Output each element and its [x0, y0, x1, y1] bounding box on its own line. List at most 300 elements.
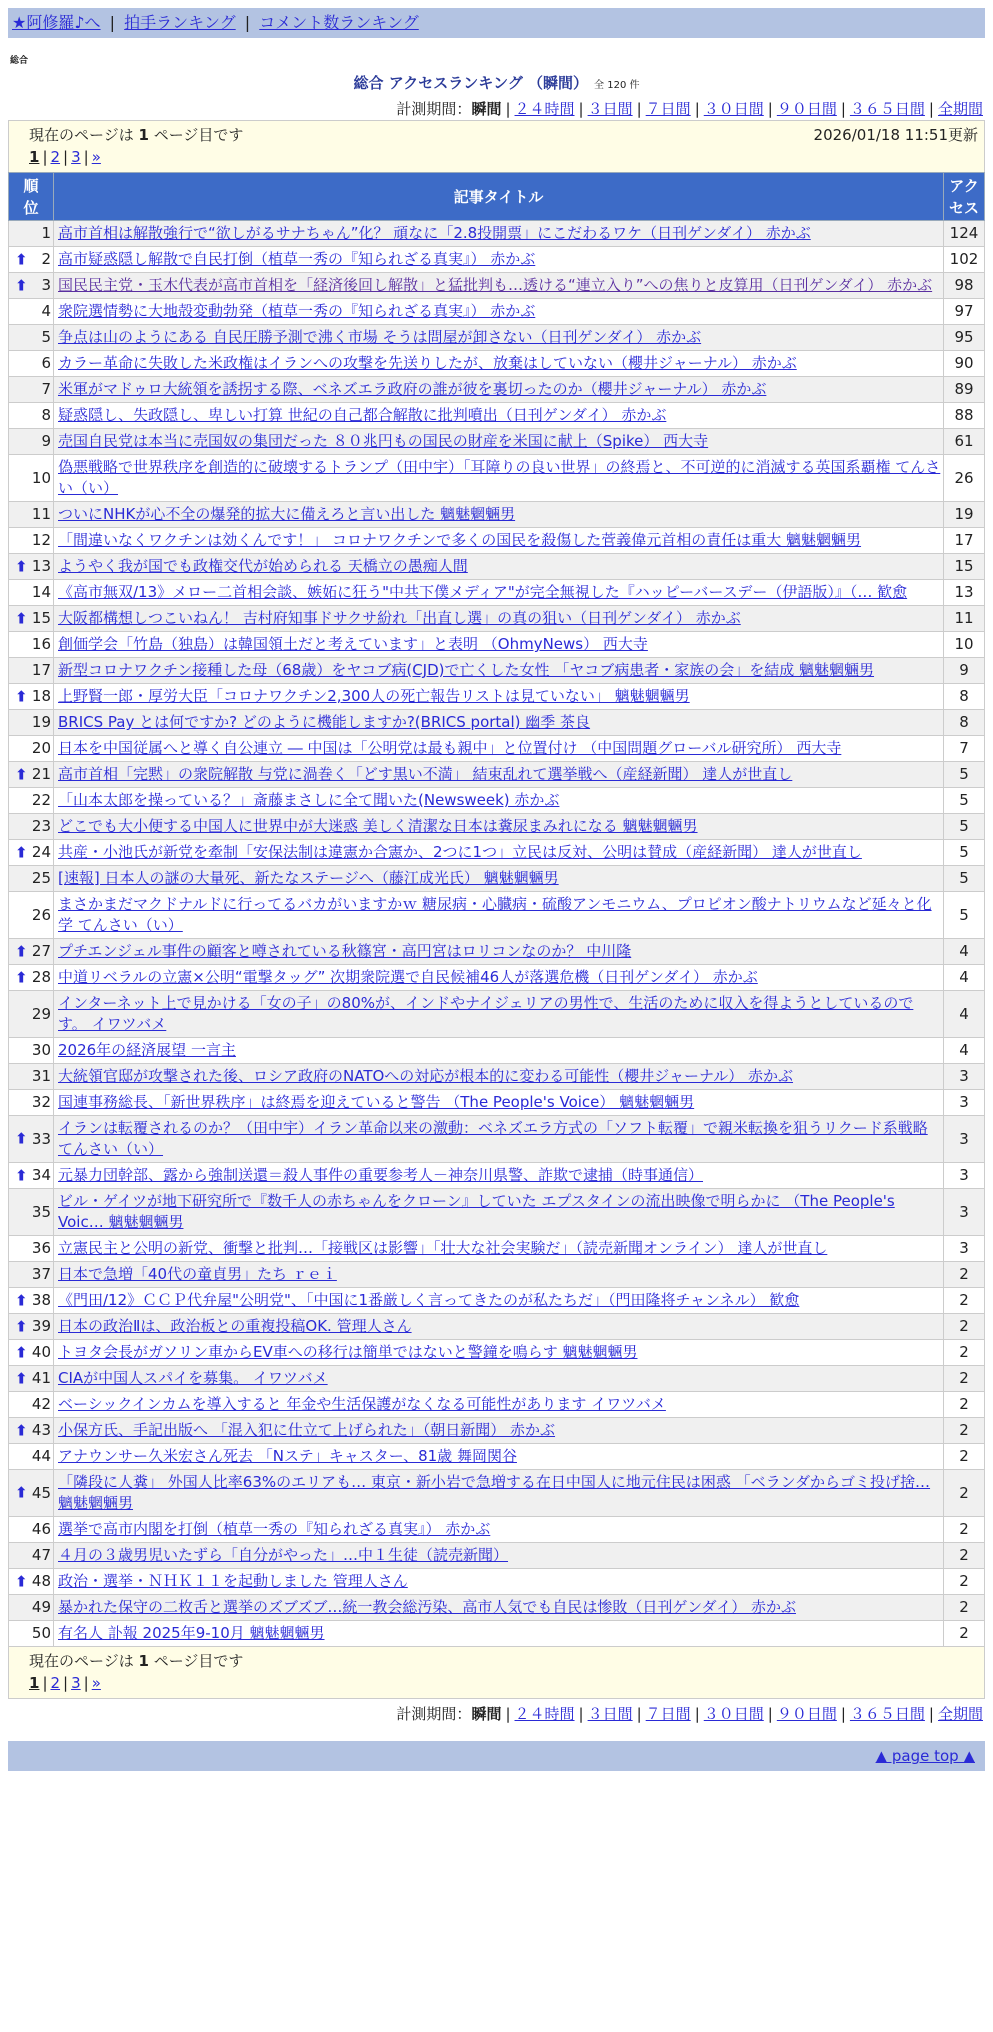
- pager-separator: |: [63, 1674, 69, 1692]
- article-title-link[interactable]: 「隣段に人糞」 外国人比率63%のエリアも… 東京・新小岩で急増する在日中国人に地元住民は困惑 「ベランダからゴミ投げ捨… 魑魅魍魎男: [58, 1473, 931, 1512]
- title-cell: [54, 1392, 944, 1418]
- period-option-link[interactable]: ７日間: [645, 1705, 691, 1723]
- up-arrow-icon: ⬆: [15, 942, 28, 960]
- access-count: 2: [944, 1418, 985, 1444]
- period-separator: |: [840, 100, 846, 118]
- article-title-link[interactable]: 小保方氏、手記出版へ 「混入犯に仕立て上げられた」（朝日新聞） 赤かぶ: [58, 1421, 556, 1439]
- period-separator: |: [636, 1705, 642, 1723]
- access-count: 61: [944, 429, 985, 455]
- period-separator: |: [928, 100, 934, 118]
- table-row: [9, 1444, 985, 1470]
- period-separator: |: [694, 1705, 700, 1723]
- table-row: [9, 351, 985, 377]
- table-row: [9, 840, 985, 866]
- rank-number: 30: [31, 1041, 51, 1059]
- total-count: 全 120 件: [594, 80, 640, 91]
- rank-cell: [9, 762, 54, 788]
- article-title-link[interactable]: 日本で急増「40代の童貞男」たち ｒｅｉ: [58, 1265, 337, 1283]
- article-title-link[interactable]: ようやく我が国でも政権交代が始められる 天橋立の愚痴人間: [58, 557, 468, 575]
- title-cell: [54, 632, 944, 658]
- table-row: [9, 1470, 985, 1517]
- article-title-link[interactable]: ４月の３歳男児いたずら「自分がやった」…中１生徒（読売新聞）: [58, 1546, 509, 1564]
- rank-number: 21: [31, 765, 51, 783]
- access-count: 2: [944, 1366, 985, 1392]
- title-cell: [54, 710, 944, 736]
- article-title-link[interactable]: 中道リベラルの立憲×公明“電撃タッグ” 次期衆院選で自民候補46人が落選危機（日刊ゲンダイ） 赤かぶ: [58, 968, 758, 986]
- access-count: 8: [944, 710, 985, 736]
- rank-number: 2: [41, 250, 51, 268]
- table-row: [9, 892, 985, 939]
- rank-cell: [9, 403, 54, 429]
- rank-cell: [9, 1418, 54, 1444]
- up-arrow-icon: ⬆: [15, 843, 28, 861]
- period-separator: |: [636, 100, 642, 118]
- article-title-link[interactable]: [速報] 日本人の謎の大量死、新たなステージへ（藤江成光氏） 魑魅魍魎男: [58, 869, 559, 887]
- rank-cell: [9, 1444, 54, 1470]
- period-label: 計測期間：: [396, 100, 472, 118]
- article-title-link[interactable]: 《高市無双/13》メロー二首相会談、嫉妬に狂う"中共下僕メディア"が完全無視した『ハッピーバースデー（伊語版）』（… 歓愈: [58, 583, 908, 601]
- article-title-link[interactable]: 《門田/12》ＣＣＰ代弁屋"公明党"、「中国に1番厳しく言ってきたのが私たちだ」（門田隆将チャンネル） 歓愈: [58, 1291, 800, 1309]
- rank-cell: [9, 840, 54, 866]
- table-row: [9, 1621, 985, 1647]
- article-title-link[interactable]: 日本の政治Ⅱは、政治板との重複投稿OK. 管理人さん: [58, 1317, 412, 1335]
- pager-top: [29, 146, 978, 170]
- access-count: 98: [944, 273, 985, 299]
- article-title-link[interactable]: 上野賢一郎・厚労大臣「コロナワクチン2,300人の死亡報告リストは見ていない」 魑魅魍魎男: [58, 687, 690, 705]
- title-cell: [54, 1064, 944, 1090]
- table-row: [9, 965, 985, 991]
- up-arrow-icon: ⬆: [15, 276, 28, 294]
- rank-number: 39: [31, 1317, 51, 1335]
- rank-cell: [9, 684, 54, 710]
- table-row: [9, 502, 985, 528]
- rank-cell: [9, 554, 54, 580]
- title-cell: [54, 325, 944, 351]
- rank-number: 45: [31, 1483, 51, 1502]
- access-count: 88: [944, 403, 985, 429]
- home-link[interactable]: ★阿修羅♪へ: [12, 13, 101, 32]
- access-count: 11: [944, 606, 985, 632]
- current-page-text: 現在のページは 1 ページ目です: [29, 126, 244, 144]
- pager-page-link[interactable]: 2: [50, 148, 61, 166]
- title-cell: [54, 1470, 944, 1517]
- title-cell: [54, 1543, 944, 1569]
- rank-cell: [9, 580, 54, 606]
- title-cell: [54, 788, 944, 814]
- table-row: [9, 1090, 985, 1116]
- rank-cell: [9, 273, 54, 299]
- title-cell: [54, 1517, 944, 1543]
- access-count: 3: [944, 1236, 985, 1262]
- rank-number: 40: [31, 1343, 51, 1361]
- table-row: [9, 377, 985, 403]
- article-title-link[interactable]: CIAが中国人スパイを募集。 イワツバメ: [58, 1369, 328, 1387]
- article-title-link[interactable]: ついにNHKが心不全の爆発的拡大に備えろと言い出した 魑魅魍魎男: [58, 505, 516, 523]
- title-cell: [54, 377, 944, 403]
- access-count: 2: [944, 1595, 985, 1621]
- up-arrow-icon: ⬆: [15, 968, 28, 986]
- rank-number: 14: [31, 583, 51, 601]
- pager-next-link[interactable]: »: [91, 148, 101, 166]
- access-count: 3: [944, 1064, 985, 1090]
- rank-number: 25: [31, 869, 51, 887]
- rank-cell: [9, 502, 54, 528]
- up-arrow-icon: ⬆: [15, 250, 28, 268]
- rank-number: 15: [31, 609, 51, 627]
- period-option-link[interactable]: ３日間: [587, 1705, 633, 1723]
- title-cell: [54, 1236, 944, 1262]
- article-title-link[interactable]: どこでも大小便する中国人に世界中が大迷惑 美しく清潔な日本は糞尿まみれになる 魑魅魍魎男: [58, 817, 698, 835]
- access-count: 97: [944, 299, 985, 325]
- rank-number: 1: [41, 224, 51, 242]
- article-title-link[interactable]: 有名人 訃報 2025年9-10月 魑魅魍魎男: [58, 1624, 325, 1642]
- access-count: 2: [944, 1470, 985, 1517]
- article-title-link[interactable]: カラー革命に失敗した米政権はイランへの攻撃を先送りしたが、放棄はしていない（櫻井ジャーナル） 赤かぶ: [58, 354, 797, 372]
- period-separator: |: [578, 100, 584, 118]
- period-option-link[interactable]: 全期間: [937, 1705, 983, 1723]
- period-separator: |: [694, 100, 700, 118]
- access-count: 3: [944, 1116, 985, 1163]
- title-cell: [54, 840, 944, 866]
- access-count: 4: [944, 965, 985, 991]
- rank-number: 13: [31, 557, 51, 575]
- rank-cell: [9, 788, 54, 814]
- article-title-link[interactable]: 大統領官邸が攻撃された後、ロシア政府のNATOへの対応が根本的に変わる可能性（櫻井ジャーナル） 赤かぶ: [58, 1067, 794, 1085]
- nav-separator: |: [109, 13, 116, 32]
- rank-number: 26: [31, 905, 51, 924]
- rank-cell: [9, 528, 54, 554]
- table-row: [9, 580, 985, 606]
- title-cell: [54, 554, 944, 580]
- article-title-link[interactable]: 米軍がマドゥロ大統領を誘拐する際、ベネズエラ政府の誰が彼を裏切ったのか（櫻井ジャーナル） 赤かぶ: [58, 380, 767, 398]
- rank-cell: [9, 866, 54, 892]
- article-title-link[interactable]: 日本を中国従属へと導く自公連立 ― 中国は「公明党は最も親中」と位置付け （中国問題グローバル研究所） 西大寺: [58, 739, 842, 757]
- table-row: [9, 1340, 985, 1366]
- access-count: 89: [944, 377, 985, 403]
- table-row: [9, 736, 985, 762]
- rank-number: 22: [31, 791, 51, 809]
- title-cell: [54, 580, 944, 606]
- period-current: 瞬間: [471, 1705, 502, 1723]
- rank-cell: [9, 1189, 54, 1236]
- table-row: [9, 1366, 985, 1392]
- period-option-link[interactable]: ３６５日間: [849, 100, 925, 118]
- access-count: 4: [944, 1038, 985, 1064]
- article-title-link[interactable]: BRICS Pay とは何ですか? どのように機能しますか?(BRICS portal) 幽季 茶良: [58, 713, 591, 731]
- rank-cell: [9, 632, 54, 658]
- table-row: [9, 528, 985, 554]
- rank-number: 20: [31, 739, 51, 757]
- rank-cell: [9, 939, 54, 965]
- table-row: [9, 1038, 985, 1064]
- comment-ranking-link[interactable]: コメント数ランキング: [259, 13, 419, 32]
- period-selector-bottom: [8, 1703, 985, 1725]
- table-row: [9, 455, 985, 502]
- rank-cell: [9, 299, 54, 325]
- rank-number: 16: [31, 635, 51, 653]
- access-count: 2: [944, 1569, 985, 1595]
- rank-number: 33: [31, 1129, 51, 1148]
- pager-page-link[interactable]: 3: [71, 1674, 81, 1692]
- pager-separator: |: [83, 148, 89, 166]
- table-row: [9, 1392, 985, 1418]
- rank-cell: [9, 1090, 54, 1116]
- access-count: 13: [944, 580, 985, 606]
- rank-cell: [9, 1116, 54, 1163]
- period-option-link[interactable]: ７日間: [645, 100, 691, 118]
- title-cell: [54, 502, 944, 528]
- access-count: 8: [944, 684, 985, 710]
- article-title-link[interactable]: 選挙で高市内閣を打倒（植草一秀の『知られざる真実』） 赤かぶ: [58, 1520, 491, 1538]
- rank-number: 46: [31, 1520, 51, 1538]
- rank-number: 9: [41, 432, 51, 450]
- period-separator: |: [840, 1705, 846, 1723]
- title-cell: [54, 1288, 944, 1314]
- table-row: [9, 606, 985, 632]
- access-count: 5: [944, 762, 985, 788]
- up-arrow-icon: ⬆: [15, 687, 28, 705]
- pager-next-link[interactable]: »: [91, 1674, 101, 1692]
- rank-cell: [9, 606, 54, 632]
- article-title-link[interactable]: 政治・選挙・ＮＨＫ１１を起動しました 管理人さん: [58, 1572, 408, 1590]
- article-title-link[interactable]: 暴かれた保守の二枚舌と選挙のズブズブ…統一教会総汚染、高市人気でも自民は惨敗（日刊ゲンダイ） 赤かぶ: [58, 1598, 796, 1616]
- article-title-link[interactable]: ビル・ゲイツが地下研究所で『数千人の赤ちゃんをクローン』していた エプスタインの流出映像で明らかに （The People's Voic… 魑魅魍魎男: [58, 1192, 895, 1231]
- updated-time: 2026/01/18 11:51更新: [813, 126, 978, 144]
- title-cell: [54, 1366, 944, 1392]
- access-count: 5: [944, 866, 985, 892]
- title-cell: [54, 1595, 944, 1621]
- rank-cell: [9, 892, 54, 939]
- rank-number: 19: [31, 713, 51, 731]
- article-title-link[interactable]: トヨタ会長がガソリン車からEV車への移行は簡単ではないと警鐘を鳴らす 魑魅魍魎男: [58, 1343, 638, 1361]
- rank-cell: [9, 1038, 54, 1064]
- period-separator: |: [767, 1705, 773, 1723]
- period-label: 計測期間：: [396, 1705, 472, 1723]
- period-option-link[interactable]: ３０日間: [703, 1705, 764, 1723]
- period-option-link[interactable]: ３日間: [587, 100, 633, 118]
- pager-bottom: [29, 1672, 978, 1696]
- rank-number: 5: [41, 328, 51, 346]
- period-option-link[interactable]: ２４時間: [514, 1705, 575, 1723]
- access-count: 2: [944, 1392, 985, 1418]
- rank-cell: [9, 1262, 54, 1288]
- rank-number: 24: [31, 843, 51, 861]
- rank-cell: [9, 455, 54, 502]
- access-count: 17: [944, 528, 985, 554]
- title-cell: [54, 1163, 944, 1189]
- access-count: 2: [944, 1340, 985, 1366]
- access-count: 3: [944, 1189, 985, 1236]
- table-row: [9, 325, 985, 351]
- pager-separator: |: [83, 1674, 89, 1692]
- rank-number: 36: [31, 1239, 51, 1257]
- access-count: 2: [944, 1314, 985, 1340]
- rank-number: 31: [31, 1067, 51, 1085]
- title-cell: [54, 1090, 944, 1116]
- page-info-bottom: [8, 1647, 985, 1699]
- article-title-link[interactable]: 元暴力団幹部、露から強制送還＝殺人事件の重要参考人－神奈川県警、詐欺で逮捕（時事通信）: [58, 1166, 704, 1184]
- article-title-link[interactable]: 国連事務総長、「新世界秩序」は終焉を迎えていると警告 （The People's Voice） 魑魅魍魎男: [58, 1093, 695, 1111]
- access-count: 2: [944, 1288, 985, 1314]
- article-title-link[interactable]: 新型コロナワクチン接種した母（68歳）をヤコブ病(CJD)で亡くした女性 「ヤコブ病患者・家族の会」を結成 魑魅魍魎男: [58, 661, 875, 679]
- table-row: [9, 1236, 985, 1262]
- rank-cell: [9, 1064, 54, 1090]
- rank-cell: [9, 1288, 54, 1314]
- rank-cell: [9, 658, 54, 684]
- table-row: [9, 939, 985, 965]
- pager-page-link[interactable]: 1: [29, 148, 40, 166]
- rank-number: 8: [41, 406, 51, 424]
- period-option-link[interactable]: 全期間: [937, 100, 983, 118]
- title-cell: [54, 403, 944, 429]
- rank-number: 18: [31, 687, 51, 705]
- title-cell: [54, 1569, 944, 1595]
- title-cell: [54, 429, 944, 455]
- title-cell: [54, 528, 944, 554]
- title-cell: [54, 273, 944, 299]
- rank-number: 7: [41, 380, 51, 398]
- article-title-link[interactable]: 国民民主党・玉木代表が高市首相を「経済後回し解散」と猛批判も…透ける“連立入り”への焦りと皮算用（日刊ゲンダイ） 赤かぶ: [58, 276, 933, 294]
- up-arrow-icon: ⬆: [15, 1369, 28, 1387]
- period-selector-top: [8, 98, 985, 120]
- period-current: 瞬間: [471, 100, 502, 118]
- rank-cell: [9, 1340, 54, 1366]
- access-count: 2: [944, 1543, 985, 1569]
- access-count: 2: [944, 1444, 985, 1470]
- rank-cell: [9, 991, 54, 1038]
- up-arrow-icon: ⬆: [15, 765, 28, 783]
- period-separator: |: [505, 1705, 511, 1723]
- title-cell: [54, 1621, 944, 1647]
- table-row: [9, 814, 985, 840]
- article-title-link[interactable]: ベーシックインカムを導入すると 年金や生活保護がなくなる可能性があります イワツバメ: [58, 1395, 666, 1413]
- article-title-link[interactable]: 立憲民主と公明の新党、衝撃と批判…「接戦区は影響」「壮大な社会実験だ」（読売新聞オンライン） 達人が世直し: [58, 1239, 828, 1257]
- title-cell: [54, 658, 944, 684]
- period-option-link[interactable]: ９０日間: [776, 1705, 837, 1723]
- article-title-link[interactable]: 「山本太郎を操っている？」斎藤まさしに全て聞いた(Newsweek) 赤かぶ: [58, 791, 560, 809]
- footer-bar: [8, 1741, 985, 1771]
- table-row: [9, 991, 985, 1038]
- article-title-link[interactable]: 高市首相「完黙」の衆院解散 与党に渦巻く「どす黒い不満」 結束乱れて選挙戦へ（産経新聞） 達人が世直し: [58, 765, 793, 783]
- title-cell: [54, 606, 944, 632]
- article-title-link[interactable]: アナウンサー久米宏さん死去 「Nステ」キャスター、81歳 舞岡関谷: [58, 1447, 517, 1465]
- article-title-link[interactable]: 売国自民党は本当に売国奴の集団だった ８０兆円もの国民の財産を米国に献上（Spike） 西大寺: [58, 432, 709, 450]
- rank-cell: [9, 1595, 54, 1621]
- article-title-link[interactable]: 偽悪戦略で世界秩序を創造的に破壊するトランプ（田中宇）「耳障りの良い世界」の終焉と、不可逆的に消滅する英国系覇権 てんさい（い）: [58, 458, 941, 497]
- ranking-heading: [8, 72, 985, 93]
- table-row: [9, 632, 985, 658]
- rank-number: 32: [31, 1093, 51, 1111]
- rank-cell: [9, 351, 54, 377]
- pager-page-link[interactable]: 1: [29, 1674, 40, 1692]
- article-title-link[interactable]: 衆院選情勢に大地殻変動勃発（植草一秀の『知られざる真実』） 赤かぶ: [58, 302, 536, 320]
- up-arrow-icon: ⬆: [15, 609, 28, 627]
- title-cell: [54, 1116, 944, 1163]
- access-count: 5: [944, 892, 985, 939]
- article-title-link[interactable]: 疑惑隠し、失政隠し、卑しい打算 世紀の自己都合解散に批判噴出（日刊ゲンダイ） 赤かぶ: [58, 406, 667, 424]
- clap-ranking-link[interactable]: 拍手ランキング: [124, 13, 236, 32]
- rank-cell: [9, 710, 54, 736]
- table-row: [9, 1595, 985, 1621]
- nav-separator: |: [244, 13, 251, 32]
- rank-cell: [9, 1236, 54, 1262]
- article-title-link[interactable]: 争点は山のようにある 自民圧勝予測で沸く市場 そうは問屋が卸さない（日刊ゲンダイ） 赤かぶ: [58, 328, 702, 346]
- pager-separator: |: [63, 148, 69, 166]
- rank-number: 28: [31, 968, 51, 986]
- rank-cell: [9, 429, 54, 455]
- rank-cell: [9, 1543, 54, 1569]
- rank-number: 42: [31, 1395, 51, 1413]
- title-cell: [54, 736, 944, 762]
- page-top-link[interactable]: ▲ page top ▲: [875, 1747, 975, 1765]
- access-count: 124: [944, 221, 985, 247]
- period-option-link[interactable]: ２４時間: [514, 100, 575, 118]
- article-title-link[interactable]: プチエンジェル事件の顧客と噂されている秋篠宮・高円宮はロリコンなのか？ 中川隆: [58, 942, 632, 960]
- rank-number: 10: [31, 468, 51, 487]
- pager-separator: |: [42, 148, 48, 166]
- up-arrow-icon: ⬆: [15, 1421, 28, 1439]
- period-option-link[interactable]: ９０日間: [776, 100, 837, 118]
- access-count: 2: [944, 1621, 985, 1647]
- page-info-top: [8, 120, 985, 172]
- table-row: [9, 554, 985, 580]
- rank-number: 27: [31, 942, 51, 960]
- pager-page-link[interactable]: 2: [50, 1674, 61, 1692]
- rank-number: 12: [31, 531, 51, 549]
- article-title-link[interactable]: 高市首相は解散強行で“欲しがるサナちゃん”化？ 頑なに「2.8投開票」にこだわるワケ（日刊ゲンダイ） 赤かぶ: [58, 224, 811, 242]
- table-row: [9, 1189, 985, 1236]
- article-title-link[interactable]: 創価学会「竹島（独島）は韓国領土だと考えています」と表明 （OhmyNews） 西大寺: [58, 635, 648, 653]
- up-arrow-icon: ⬆: [15, 1317, 28, 1335]
- rank-number: 29: [31, 1004, 51, 1023]
- rank-number: 17: [31, 661, 51, 679]
- title-cell: [54, 1314, 944, 1340]
- article-title-link[interactable]: 大阪都構想しつこいねん！ 吉村府知事ドサクサ紛れ「出直し選」の真の狙い（日刊ゲンダイ） 赤かぶ: [58, 609, 741, 627]
- table-row: [9, 403, 985, 429]
- period-separator: |: [505, 100, 511, 118]
- period-option-link[interactable]: ３０日間: [703, 100, 764, 118]
- article-title-link[interactable]: まさかまだマクドナルドに行ってるバカがいますかｗ 糖尿病・心臓病・硫酸アンモニウム、プロピオン酸ナトリウムなど延々と化学 てんさい（い）: [58, 895, 932, 934]
- access-count: 15: [944, 554, 985, 580]
- table-row: [9, 247, 985, 273]
- article-title-link[interactable]: インターネット上で見かける「女の子」の80%が、インドやナイジェリアの男性で、生活のために収入を得ようとしているのです。 イワツバメ: [58, 994, 914, 1033]
- rank-number: 49: [31, 1598, 51, 1616]
- period-option-link[interactable]: ３６５日間: [849, 1705, 925, 1723]
- title-cell: [54, 1262, 944, 1288]
- title-cell: [54, 991, 944, 1038]
- article-title-link[interactable]: 「間違いなくワクチンは効くんです！」 コロナワクチンで多くの国民を殺傷した菅義偉元首相の責任は重大 魑魅魍魎男: [58, 531, 862, 549]
- article-title-link[interactable]: 2026年の経済展望 一言主: [58, 1041, 236, 1059]
- rank-cell: [9, 736, 54, 762]
- pager-page-link[interactable]: 3: [71, 148, 81, 166]
- rank-number: 6: [41, 354, 51, 372]
- rank-number: 34: [31, 1166, 51, 1184]
- section-label: 総合: [10, 56, 29, 66]
- rank-cell: [9, 814, 54, 840]
- table-row: [9, 429, 985, 455]
- rank-header: 順位: [9, 173, 54, 221]
- article-title-link[interactable]: 高市疑惑隠し解散で自民打倒（植草一秀の『知られざる真実』） 赤かぶ: [58, 250, 536, 268]
- up-arrow-icon: ⬆: [15, 1483, 28, 1502]
- access-count: 5: [944, 840, 985, 866]
- article-title-link[interactable]: イランは転覆されるのか？（田中宇）イラン革命以来の激動：ベネズエラ方式の「ソフト転覆」で親米転換を狙うリクード系戦略 てんさい（い）: [58, 1119, 928, 1158]
- up-arrow-icon: ⬆: [15, 1129, 28, 1148]
- title-cell: [54, 762, 944, 788]
- table-row: [9, 1517, 985, 1543]
- article-title-link[interactable]: 共産・小池氏が新党を牽制「安保法制は違憲か合憲か、2つに1つ」立民は反対、公明は賛成（産経新聞） 達人が世直し: [58, 843, 862, 861]
- rank-cell: [9, 1517, 54, 1543]
- table-row: [9, 299, 985, 325]
